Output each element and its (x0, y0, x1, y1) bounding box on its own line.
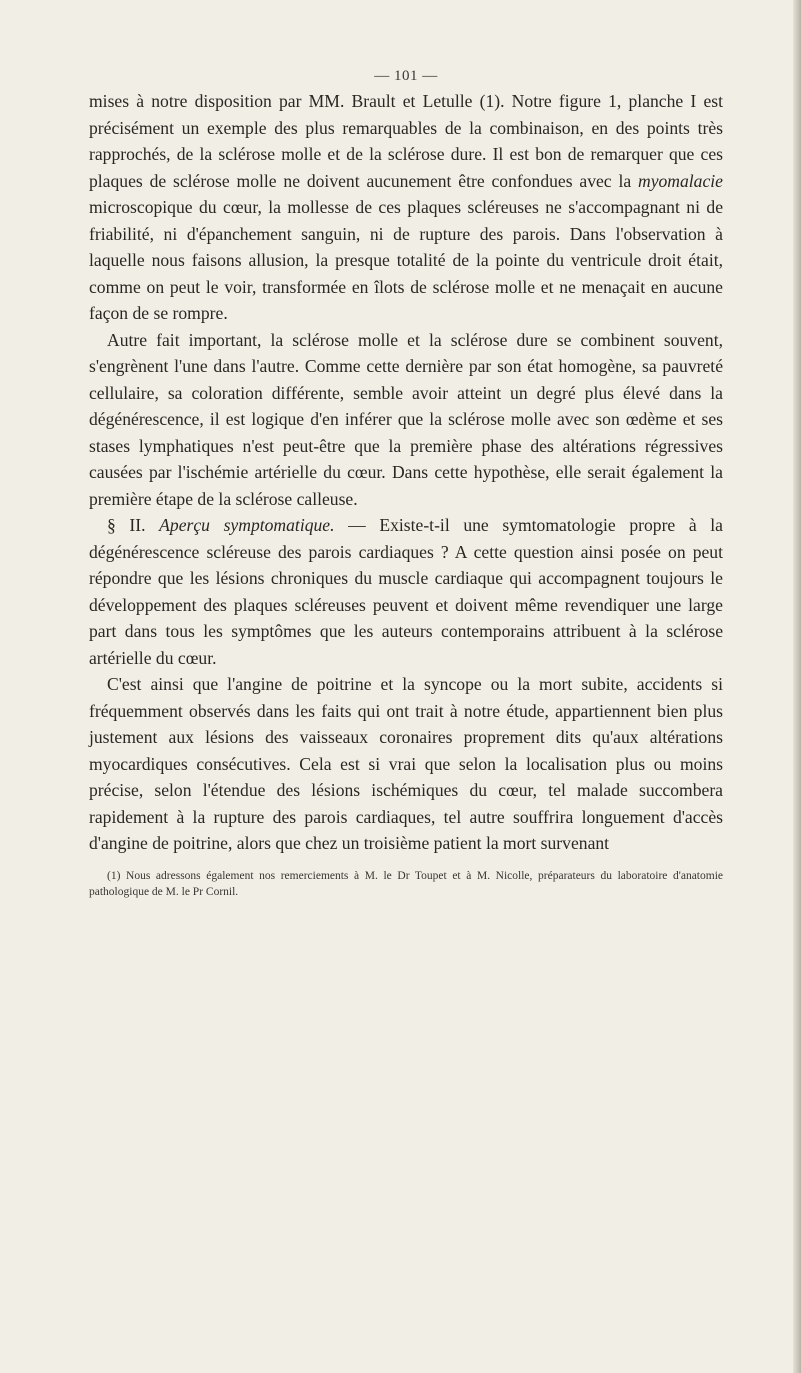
paragraph-text: Autre fait important, la sclérose molle et la sclérose dure se combinent souvent, s'engrènent l'une dans l'autre. Comme cette dernière par son état homogène, sa pauvreté cellulaire, sa coloration différente, semble avoir atteint un degré plus élevé dans la dégénérescence, il est logique d'en inférer que la sclérose molle avec son œdème et ses stases lymphatiques n'est peut-être que la première phase des altérations régressives causées par l'ischémie artérielle du cœur. Dans cette hypothèse, elle serait également la première étape de la sclérose calleuse. (89, 329, 723, 509)
paragraph-1 (89, 88, 723, 327)
section-title: Aperçu symptomatique. (159, 515, 335, 535)
paragraph-text: microscopique du cœur, la mollesse de ces plaques scléreuses ne s'accompagnant ni de friabilité, ni d'épanchement sanguin, ni de rupture des parois. Dans l'observation à laquelle nous faisons allusion, la presque totalité de la pointe du ventricule droit était, comme on peut le voir, transformée en îlots de sclérose molle et ne menaçait en aucune façon de se rompre. (89, 197, 723, 323)
paragraph-text: — Existe-t-il une symtomatologie propre à la dégénérescence scléreuse des parois cardiaques ? A cette question ainsi posée on peut répondre que les lésions chroniques du muscle cardiaque qui accompagnent toujours le développement des plaques scléreuses peuvent et doivent même revendiquer une large part dans tous les symptômes que les auteurs contemporains attribuent à la sclérose artérielle du cœur. (89, 515, 723, 668)
footnote: (1) Nous adressons également nos remerciements à M. le Dr Toupet et à M. Nicolle, préparateurs du laboratoire d'anatomie pathologique de M. le Pr Cornil. (89, 869, 723, 898)
page-edge-shadow (793, 0, 801, 1373)
paragraph-text: mises à notre disposition par MM. Brault et Letulle (1). Notre figure 1, planche I est précisément un exemple des plus remarquables de la combinaison, en des points très rapprochés, de la sclérose molle et de la sclérose dure. Il est bon de remarquer que ces plaques de sclérose molle ne doivent aucunement être confondues avec la (89, 91, 723, 191)
book-page (89, 68, 723, 900)
section-number: § II. (107, 515, 160, 535)
page-number: — 101 — (374, 68, 438, 84)
paragraph-4 (89, 671, 723, 857)
paragraph-text: C'est ainsi que l'angine de poitrine et la syncope ou la mort subite, accidents si fréquemment observés dans les faits qui ont trait à notre étude, appartiennent bien plus justement aux lésions des vaisseaux coronaires proprement dits qu'aux altérations myocardiques consécutives. Cela est si vrai que selon la localisation plus ou moins précise, selon l'étendue des lésions ischémiques du cœur, tel malade succombera rapidement à la rupture des parois cardiaques, tel autre souffrira longuement d'accès d'angine de poitrine, alors que chez un troisième patient la mort survenant (89, 674, 723, 853)
body-text (89, 88, 723, 857)
term-myomalacie: myomalacie (637, 170, 723, 191)
paragraph-3-section-heading (89, 512, 723, 671)
paragraph-2 (89, 327, 723, 513)
